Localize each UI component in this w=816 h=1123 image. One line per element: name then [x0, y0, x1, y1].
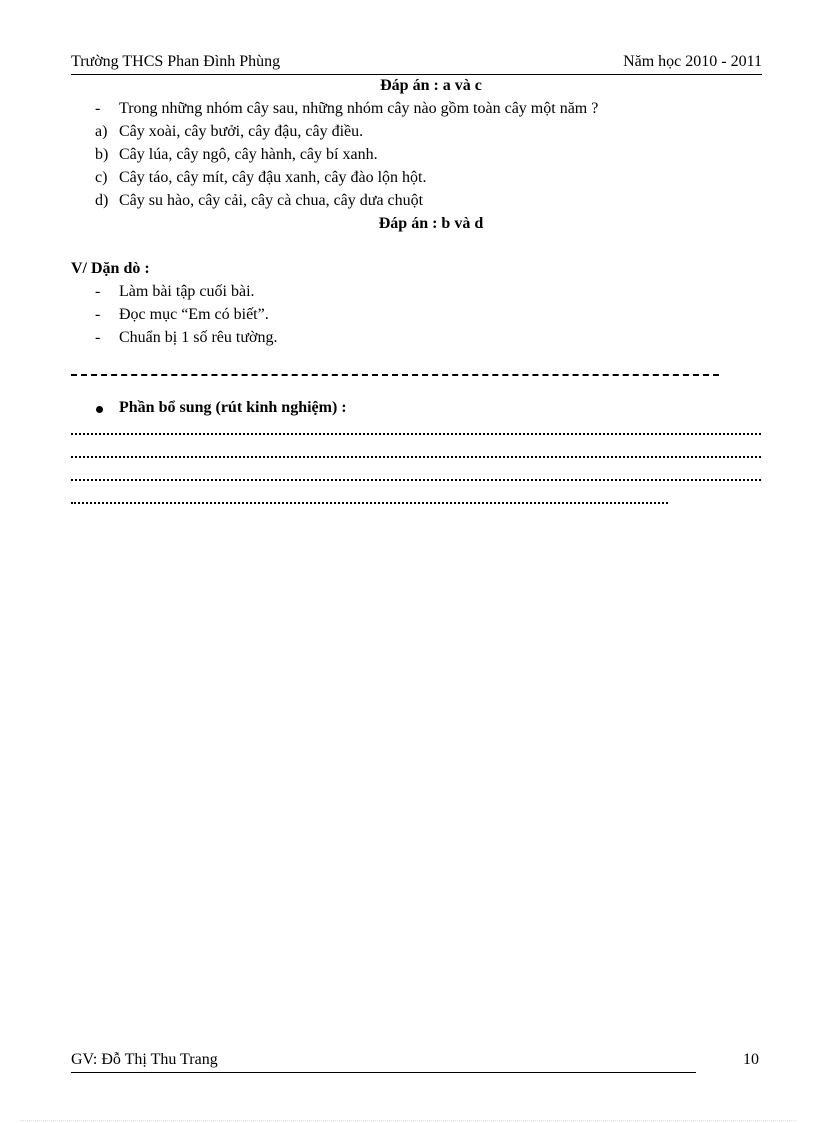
- answer-heading-1: Đáp án : a và c: [380, 77, 482, 94]
- option-text: Cây xoài, cây bưởi, cây đậu, cây điều.: [119, 123, 364, 140]
- school-year: Năm học 2010 - 2011: [623, 53, 762, 70]
- dotted-write-line: [71, 433, 761, 435]
- homework-item: Chuẩn bị 1 số rêu tường.: [119, 329, 278, 346]
- page-number: 10: [743, 1051, 759, 1068]
- answer-heading-2: Đáp án : b và d: [378, 215, 484, 232]
- teacher-name: GV: Đỗ Thị Thu Trang: [71, 1051, 218, 1068]
- option-marker: b): [95, 146, 109, 163]
- option-text: Cây lúa, cây ngô, cây hành, cây bí xanh.: [119, 146, 378, 163]
- dotted-write-line: [71, 502, 668, 504]
- school-name: Trường THCS Phan Đình Phùng: [71, 53, 281, 70]
- page-edge: [20, 1120, 796, 1121]
- dotted-write-line: [71, 456, 761, 458]
- homework-dash: -: [95, 306, 101, 323]
- homework-title: V/ Dặn dò :: [71, 260, 150, 277]
- page-header: [71, 52, 762, 75]
- option-text: Cây su hào, cây cải, cây cà chua, cây dưa chuột: [119, 192, 424, 209]
- option-text: Cây táo, cây mít, cây đậu xanh, cây đào lộn hột.: [119, 169, 427, 186]
- homework-dash: -: [95, 329, 101, 346]
- dotted-write-line: [71, 479, 761, 481]
- dashed-separator: [71, 374, 719, 376]
- question-dash: -: [95, 100, 101, 117]
- page-footer: [71, 1050, 696, 1073]
- option-marker: c): [95, 169, 108, 186]
- question-text: Trong những nhóm cây sau, những nhóm cây nào gồm toàn cây một năm ?: [119, 100, 599, 117]
- option-marker: d): [95, 192, 109, 209]
- homework-item: Đọc mục “Em có biết”.: [119, 306, 269, 323]
- homework-item: Làm bài tập cuối bài.: [119, 283, 255, 300]
- supplement-title: Phần bổ sung (rút kinh nghiệm) :: [119, 399, 347, 416]
- homework-dash: -: [95, 283, 101, 300]
- bullet-icon: [96, 406, 103, 413]
- option-marker: a): [95, 123, 108, 140]
